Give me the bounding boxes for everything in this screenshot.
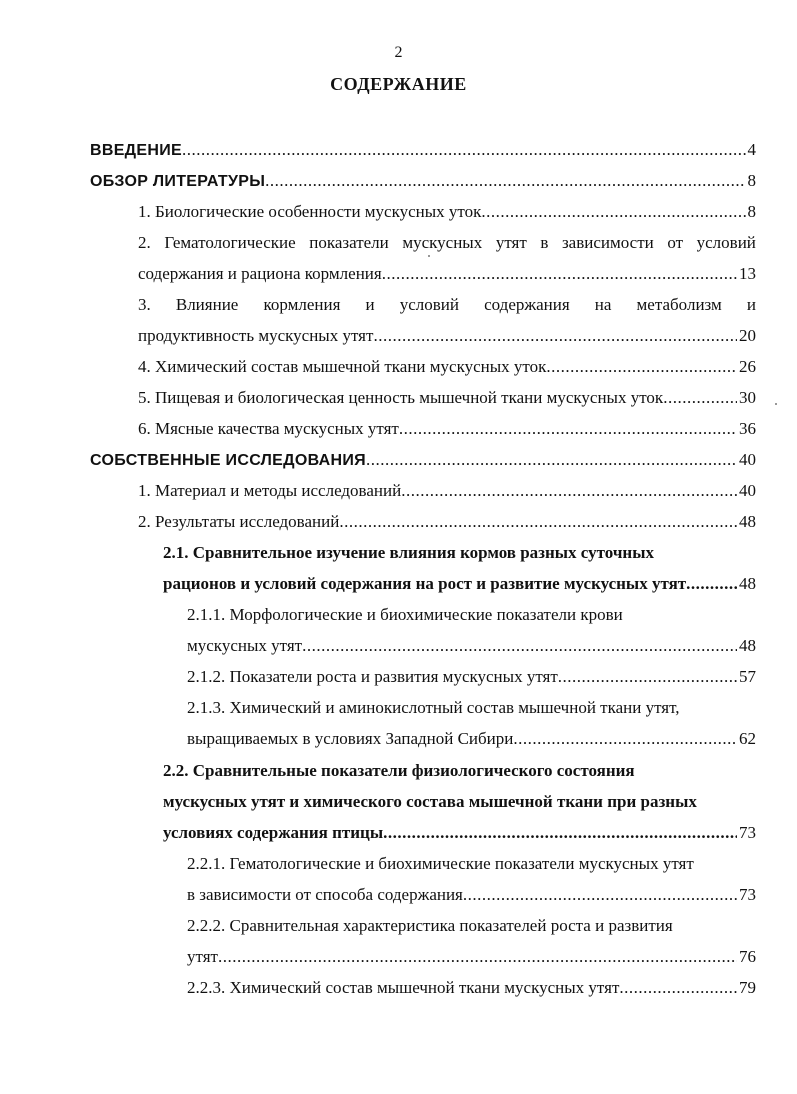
toc-word: Влияние xyxy=(175,295,239,314)
toc-entry-2-2-2-line2 xyxy=(187,944,756,970)
toc-entry-label: 2.1.2. Показатели роста и развития мускусных утят xyxy=(187,667,558,686)
toc-entry-2-1-3-line2 xyxy=(187,726,756,752)
toc-entry-own-2 xyxy=(138,509,756,535)
toc-leader xyxy=(546,354,737,380)
toc-page-number: 40 xyxy=(739,481,756,500)
page-number: 2 xyxy=(394,44,403,61)
toc-entry-label: рационов и условий содержания на рост и развитие мускусных утят xyxy=(163,574,687,593)
toc-entry-2-1-1-line1: 2.1.1. Морфологические и биохимические показатели крови xyxy=(187,605,623,624)
toc-leader xyxy=(558,664,737,690)
toc-leader xyxy=(513,726,737,752)
toc-entry-2-2-1-line1: 2.2.1. Гематологические и биохимические показатели мускусных утят xyxy=(187,854,694,873)
toc-word: в xyxy=(540,233,549,252)
toc-leader xyxy=(401,478,737,504)
toc-entry-review-3-line1 xyxy=(138,292,756,318)
toc-word: кормления xyxy=(263,295,341,314)
toc-entry-label: СОБСТВЕННЫЕ ИССЛЕДОВАНИЯ xyxy=(90,452,366,469)
toc-page-number: 73 xyxy=(739,823,756,842)
toc-word: условий xyxy=(399,295,459,314)
toc-word: метаболизм xyxy=(636,295,722,314)
toc-entry-review-6 xyxy=(138,416,756,442)
toc-entry-label: 2.2.3. Химический состав мышечной ткани мускусных утят xyxy=(187,978,620,997)
toc-entry-2-2-3 xyxy=(187,975,756,1001)
toc-entry-2-2-2-line1: 2.2.2. Сравнительная характеристика показателей роста и развития xyxy=(187,916,673,935)
toc-entry-label: 6. Мясные качества мускусных утят xyxy=(138,419,399,438)
toc-entry-label: ВВЕДЕНИЕ xyxy=(90,142,182,159)
toc-entry-review-5 xyxy=(138,385,756,411)
toc-page-number: 36 xyxy=(739,419,756,438)
toc-page-number: 8 xyxy=(747,202,756,221)
toc-entry-review-4 xyxy=(138,354,756,380)
toc-leader xyxy=(265,168,745,194)
toc-leader xyxy=(382,261,737,287)
toc-entry-review-3-line2 xyxy=(138,323,756,349)
toc-entry-2-1-line1: 2.1. Сравнительное изучение влияния кормов разных суточных xyxy=(163,543,654,562)
toc-page-number: 62 xyxy=(739,729,756,748)
toc-entry-label: 2. Результаты исследований xyxy=(138,512,340,531)
toc-leader xyxy=(619,975,737,1001)
toc-page-number: 40 xyxy=(739,450,756,469)
toc-entry-2-2-line3 xyxy=(163,820,756,846)
toc-leader xyxy=(302,633,737,659)
toc-page-number: 8 xyxy=(747,171,756,190)
toc-page-number: 48 xyxy=(739,636,756,655)
toc-page-number: 4 xyxy=(747,140,756,159)
toc-page-number: 79 xyxy=(739,978,756,997)
page-title: СОДЕРЖАНИЕ xyxy=(330,74,467,94)
toc-entry-2-1-line2 xyxy=(163,571,756,597)
toc-entry-2-1-2 xyxy=(187,664,756,690)
toc-word: 2. xyxy=(138,233,151,252)
toc-page-number: 20 xyxy=(739,326,756,345)
toc-entry-review-1 xyxy=(138,199,756,225)
toc-word: Гематологические xyxy=(164,233,296,252)
toc-page-number: 30 xyxy=(739,388,756,407)
toc-entry-label: 5. Пищевая и биологическая ценность мышечной ткани мускусных уток xyxy=(138,388,664,407)
toc-leader xyxy=(481,199,745,225)
toc-leader xyxy=(383,820,737,846)
toc-word: и xyxy=(746,295,756,314)
toc-entry-literature-review xyxy=(90,168,756,194)
toc-word: на xyxy=(594,295,612,314)
toc-leader xyxy=(663,385,737,411)
toc-leader xyxy=(399,416,737,442)
toc-entry-2-2-1-line2 xyxy=(187,882,756,908)
toc-entry-label: условиях содержания птицы xyxy=(163,823,384,842)
toc-leader xyxy=(339,509,737,535)
toc-word: 3. xyxy=(138,295,151,314)
toc-entry-review-2-line2 xyxy=(138,261,756,287)
toc-page-number: 13 xyxy=(739,264,756,283)
toc-entry-label: 1. Биологические особенности мускусных уток xyxy=(138,202,482,221)
toc-word: утят xyxy=(495,233,527,252)
toc-entry-2-1-3-line1: 2.1.3. Химический и аминокислотный состав мышечной ткани утят, xyxy=(187,698,680,717)
toc-leader xyxy=(366,447,737,473)
toc-page-number: 26 xyxy=(739,357,756,376)
toc-page-number: 57 xyxy=(739,667,756,686)
toc-entry-label: содержания и рациона кормления xyxy=(138,264,382,283)
scan-speck xyxy=(428,255,430,257)
toc-word: содержания xyxy=(484,295,570,314)
toc-entry-label: в зависимости от способа содержания xyxy=(187,885,463,904)
toc-word: мускусных xyxy=(402,233,483,252)
toc-entry-label: мускусных утят xyxy=(187,636,303,655)
toc-word: зависимости xyxy=(561,233,654,252)
toc-leader xyxy=(373,323,737,349)
toc-page-number: 48 xyxy=(739,512,756,531)
toc-word: показатели xyxy=(309,233,389,252)
toc-entry-own-research xyxy=(90,447,756,473)
toc-entry-label: утят xyxy=(187,947,218,966)
toc-leader xyxy=(218,944,737,970)
toc-entry-label: 4. Химический состав мышечной ткани мускусных уток xyxy=(138,357,547,376)
toc-entry-label: ОБЗОР ЛИТЕРАТУРЫ xyxy=(90,173,266,190)
toc-entry-2-1-1-line2 xyxy=(187,633,756,659)
toc-entry-2-2-line1: 2.2. Сравнительные показатели физиологического состояния xyxy=(163,761,635,780)
toc-page-number: 48 xyxy=(739,574,756,593)
scan-speck xyxy=(775,403,777,405)
toc-word: и xyxy=(365,295,375,314)
toc-entry-label: продуктивность мускусных утят xyxy=(138,326,374,345)
toc-leader xyxy=(686,571,737,597)
toc-entry-review-2-line1 xyxy=(138,230,756,256)
toc-entry-label: выращиваемых в условиях Западной Сибири xyxy=(187,729,514,748)
toc-entry-introduction xyxy=(90,137,756,163)
toc-leader xyxy=(182,137,746,163)
toc-leader xyxy=(463,882,737,908)
toc-page-number: 76 xyxy=(739,947,756,966)
toc-word: от xyxy=(667,233,684,252)
toc-entry-2-2-line2: мускусных утят и химического состава мышечной ткани при разных xyxy=(163,792,697,811)
toc-page-number: 73 xyxy=(739,885,756,904)
toc-entry-own-1 xyxy=(138,478,756,504)
toc-word: условий xyxy=(696,233,756,252)
toc-entry-label: 1. Материал и методы исследований xyxy=(138,481,402,500)
